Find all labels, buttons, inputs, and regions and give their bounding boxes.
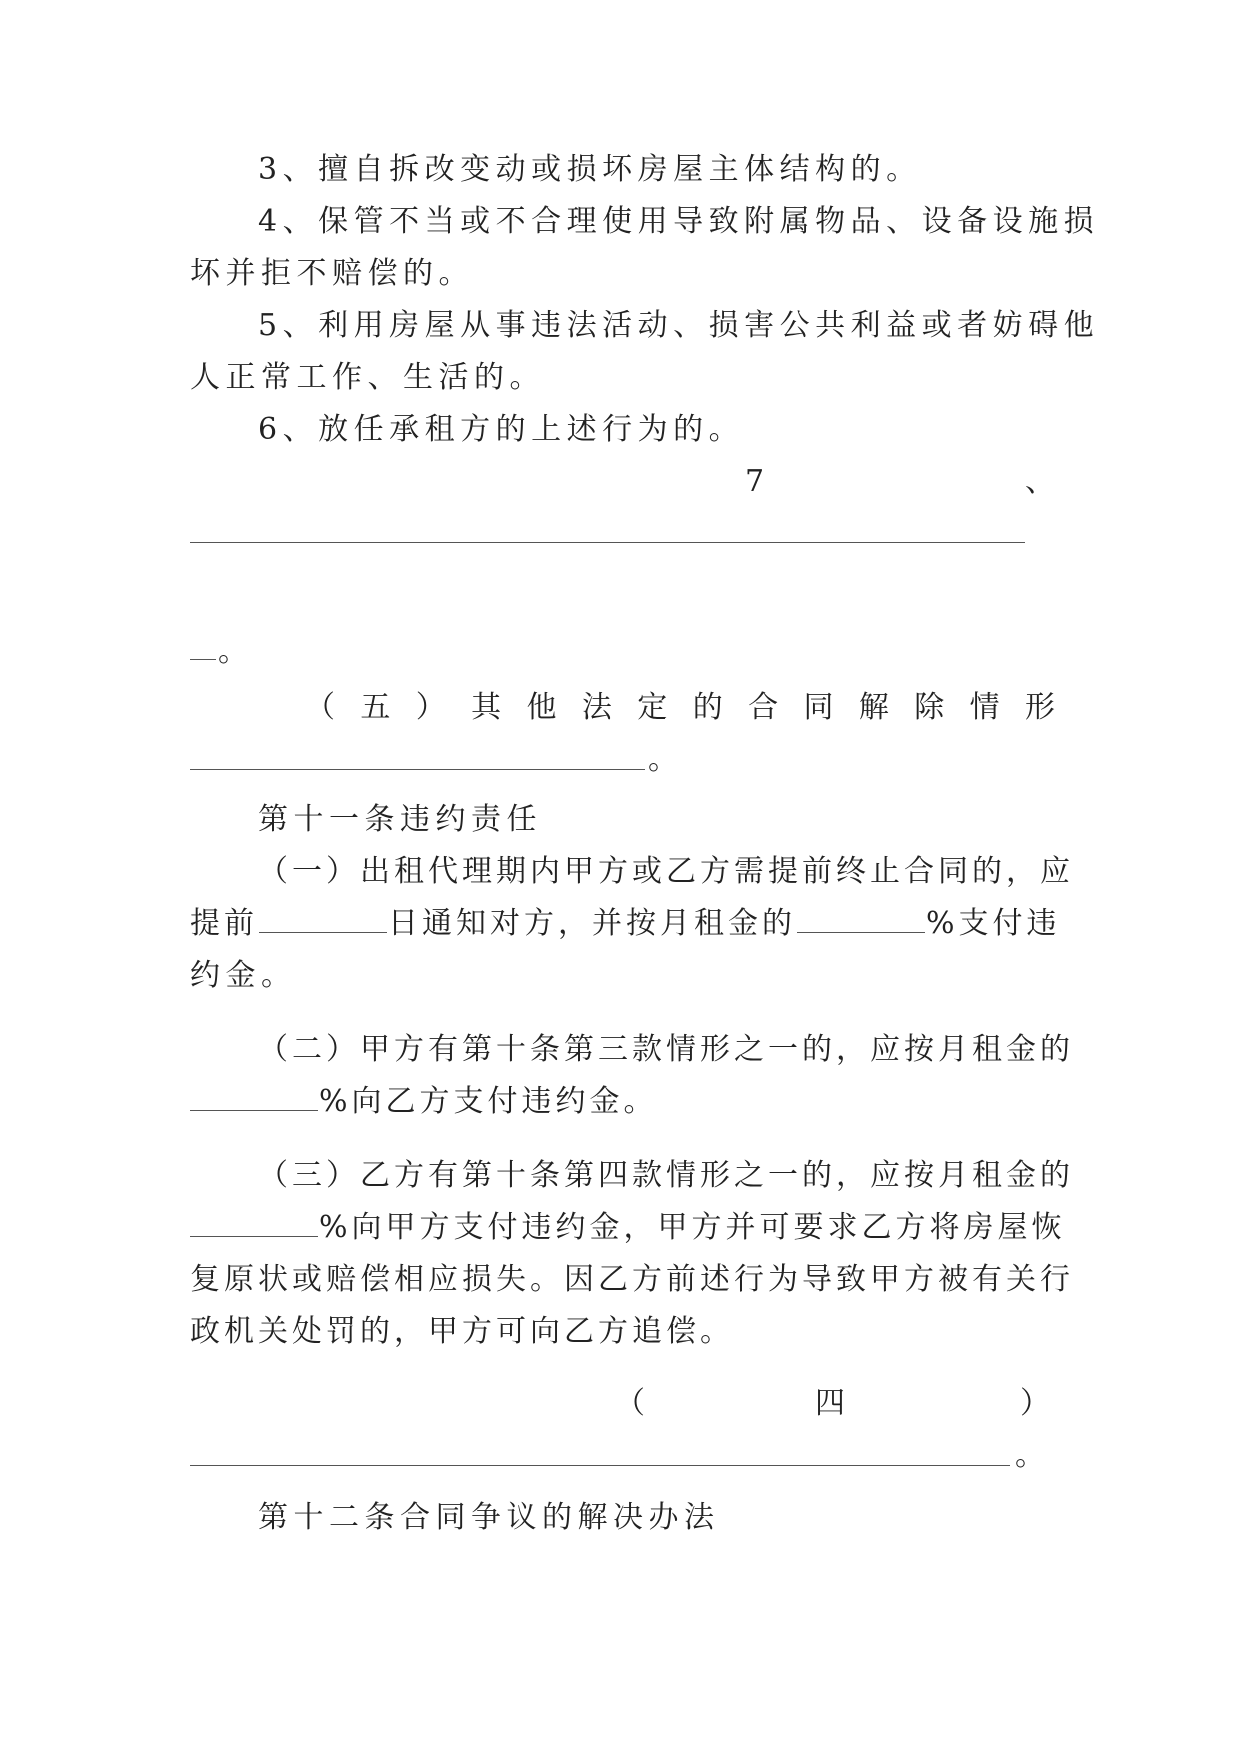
article-eleven-item-3-line-1: （三）乙方有第十条第四款情形之一的，应按月租金的	[258, 1158, 1074, 1193]
article-eleven-item-2-line-2	[190, 1072, 1055, 1132]
clause-item-5-line-1: 5、利用房屋从事违法活动、损害公共利益或者妨碍他	[258, 308, 1100, 343]
item-2-penalty-text: %向乙方支付违约金。	[319, 1084, 658, 1119]
clause-item-7-end: 。	[218, 634, 248, 669]
clause-item-4-line-1: 4、保管不当或不合理使用导致附属物品、设备设施损	[258, 204, 1100, 239]
clause-four-open-paren: （	[615, 1386, 645, 1421]
article-eleven-item-3-line-4: 政机关处罚的，甲方可向乙方追偿。	[190, 1314, 734, 1349]
clause-item-7-blank-line	[190, 542, 1025, 543]
clause-item-7-number: 7	[745, 464, 765, 499]
article-eleven-item-1-line-1: （一）出租代理期内甲方或乙方需提前终止合同的，应	[258, 854, 1074, 889]
article-eleven-item-1-line-2	[190, 894, 1061, 954]
clause-item-5-line-2: 人正常工作、生活的。	[190, 360, 545, 395]
article-eleven-item-3-line-3: 复原状或赔偿相应损失。因乙方前述行为导致甲方被有关行	[190, 1262, 1074, 1297]
clause-four-close-paren: ）	[1020, 1386, 1050, 1421]
clause-five-other-termination: （五）其他法定的合同解除情形	[305, 690, 1055, 725]
article-twelve-heading: 第十二条合同争议的解决办法	[258, 1500, 720, 1535]
item-3-penalty-text: %向甲方支付违约金，甲方并可要求乙方将房屋恢	[319, 1210, 1066, 1245]
clause-five-end: 。	[648, 742, 678, 777]
advance-label: 提前	[190, 906, 258, 941]
article-eleven-heading: 第十一条违约责任	[258, 802, 542, 837]
notice-text: 日通知对方，并按月租金的	[388, 906, 796, 941]
clause-item-6: 6、放任承租方的上述行为的。	[258, 412, 745, 447]
clause-item-3: 3、擅自拆改变动或损坏房屋主体结构的。	[258, 152, 922, 187]
notice-days-blank	[259, 902, 387, 933]
clause-item-4-line-2: 坏并拒不赔偿的。	[190, 256, 474, 291]
penalty-percent-blank-3	[190, 1206, 318, 1237]
penalty-percent-blank-2	[190, 1080, 318, 1111]
clause-item-7-blank-tail	[190, 659, 216, 660]
clause-item-7-separator: 、	[1025, 464, 1055, 499]
penalty-text: %支付违	[926, 906, 1061, 941]
clause-four-label: 四	[815, 1386, 845, 1421]
penalty-percent-blank-1	[797, 902, 925, 933]
clause-four-end: 。	[1015, 1438, 1045, 1473]
clause-four-blank-line	[190, 1465, 1010, 1466]
article-eleven-item-1-line-3: 约金。	[190, 958, 297, 993]
clause-five-blank-line	[190, 769, 645, 770]
article-eleven-item-2-line-1: （二）甲方有第十条第三款情形之一的，应按月租金的	[258, 1032, 1074, 1067]
article-eleven-item-3-line-2	[190, 1198, 1066, 1258]
